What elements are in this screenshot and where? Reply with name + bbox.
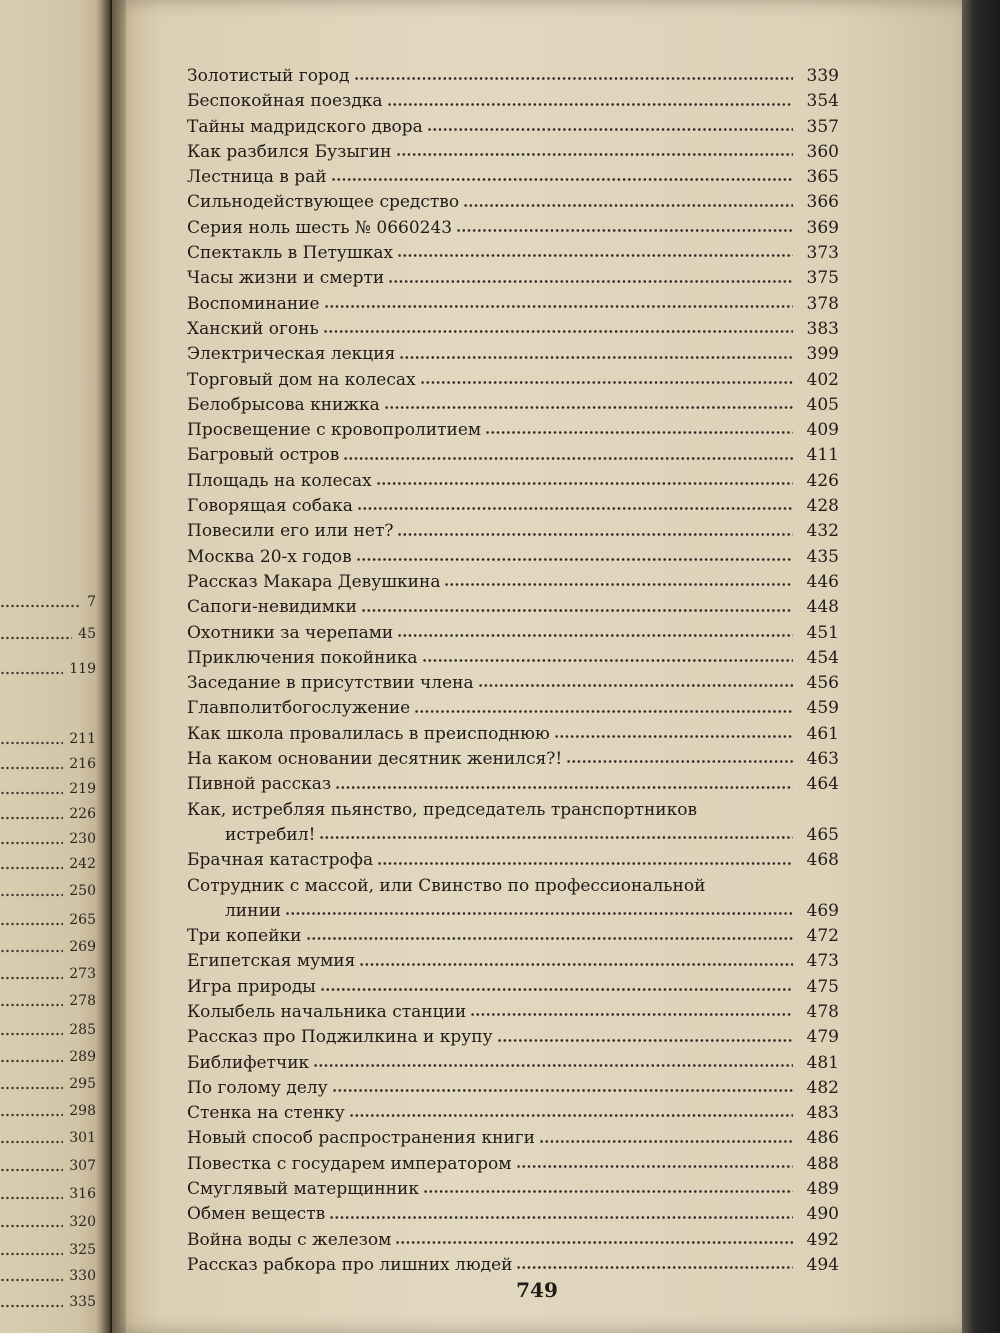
left-toc-row: 289: [0, 1043, 96, 1065]
toc-entry: Багровый остров 411: [187, 445, 839, 466]
toc-entry: Повесили его или нет? 432: [187, 521, 839, 542]
left-toc-row: 7: [0, 588, 96, 610]
toc-entry: Серия ноль шесть № 0660243 369: [187, 217, 839, 238]
toc-entry: Воспоминание 378: [187, 293, 839, 314]
left-toc-row: 230: [0, 825, 96, 847]
toc-entry: Рассказ Макара Девушкина 446: [187, 571, 839, 592]
toc-entry: Лестница в рай 365: [187, 167, 839, 188]
toc-entry-line: Как, истребляя пьянство, председатель транспортников: [187, 799, 698, 820]
toc-entry: истребил! 465: [225, 824, 839, 845]
left-toc-row: 269: [0, 933, 96, 955]
table-of-contents: [187, 64, 839, 1278]
left-toc-row: 250: [0, 877, 96, 899]
right-page: [112, 0, 962, 1333]
toc-entry: Колыбель начальника станции 478: [187, 1001, 839, 1022]
toc-entry: Белобрысова книжка 405: [187, 394, 839, 415]
left-toc-row: 330: [0, 1262, 96, 1284]
toc-entry: Повестка с государем императором 488: [187, 1153, 839, 1174]
toc-entry: Сапоги-невидимки 448: [187, 597, 839, 618]
toc-entry: Обмен веществ 490: [187, 1204, 839, 1225]
toc-entry: Торговый дом на колесах 402: [187, 369, 839, 390]
page-number: 749: [516, 1278, 558, 1302]
left-toc-row: 307: [0, 1152, 96, 1174]
toc-entry: Как школа провалилась в преисподнюю 461: [187, 723, 839, 744]
toc-entry: Часы жизни и смерти 375: [187, 268, 839, 289]
toc-entry: Стенка на стенку 483: [187, 1103, 839, 1124]
left-toc-row: 298: [0, 1097, 96, 1119]
left-toc-row: 316: [0, 1180, 96, 1202]
left-toc-row: 335: [0, 1288, 96, 1310]
left-toc-row: 45: [0, 620, 96, 642]
left-toc-row: 211: [0, 725, 96, 747]
toc-entry: Говорящая собака 428: [187, 496, 839, 517]
toc-entry: Как разбился Бузыгин 360: [187, 141, 839, 162]
toc-entry: линии 469: [225, 900, 839, 921]
left-toc-row: 265: [0, 906, 96, 928]
toc-entry: Заседание в присутствии члена 456: [187, 673, 839, 694]
toc-entry: На каком основании десятник женился?! 463: [187, 749, 839, 770]
left-toc-row: 320: [0, 1208, 96, 1230]
toc-entry: Смуглявый матерщинник 489: [187, 1179, 839, 1200]
toc-entry: Золотистый город 339: [187, 66, 839, 86]
background-edge: [960, 0, 1000, 1333]
left-page: [0, 0, 110, 1333]
book-gutter-shadow: [96, 0, 126, 1333]
toc-entry: Электрическая лекция 399: [187, 344, 839, 365]
left-toc-row: 242: [0, 850, 96, 872]
toc-entry: Рассказ рабкора про лишних людей 494: [187, 1254, 839, 1275]
toc-entry: Игра природы 475: [187, 976, 839, 997]
toc-entry: Рассказ про Поджилкина и крупу 479: [187, 1027, 839, 1048]
left-toc-row: 301: [0, 1124, 96, 1146]
toc-entry: Ханский огонь 383: [187, 318, 839, 339]
toc-entry: Сильнодействующее средство 366: [187, 192, 839, 213]
left-toc-row: 325: [0, 1236, 96, 1258]
left-toc-row: 285: [0, 1016, 96, 1038]
toc-entry: Главполитбогослужение 459: [187, 698, 839, 719]
toc-entry-line: Сотрудник с массой, или Свинство по профессиональной: [187, 875, 706, 896]
left-toc-row: 295: [0, 1070, 96, 1092]
toc-entry: Беспокойная поездка 354: [187, 91, 839, 112]
toc-entry: Площадь на колесах 426: [187, 470, 839, 491]
left-toc-row: 278: [0, 987, 96, 1009]
toc-entry: Египетская мумия 473: [187, 951, 839, 972]
toc-entry: Пивной рассказ 464: [187, 774, 839, 795]
toc-entry: Тайны мадридского двора 357: [187, 116, 839, 137]
toc-entry: Приключения покойника 454: [187, 647, 839, 668]
toc-entry: Три копейки 472: [187, 926, 839, 947]
left-toc-row: 226: [0, 800, 96, 822]
toc-entry: Москва 20-х годов 435: [187, 546, 839, 567]
left-toc-row: 119: [0, 655, 96, 677]
toc-entry: Война воды с железом 492: [187, 1229, 839, 1250]
toc-entry: Спектакль в Петушках 373: [187, 243, 839, 264]
toc-entry: Новый способ распространения книги 486: [187, 1128, 839, 1149]
left-toc-row: 219: [0, 775, 96, 797]
left-toc-row: 216: [0, 750, 96, 772]
left-toc-row: 273: [0, 960, 96, 982]
toc-entry: Брачная катастрофа 468: [187, 850, 839, 871]
toc-entry: Просвещение с кровопролитием 409: [187, 420, 839, 441]
toc-entry: Охотники за черепами 451: [187, 622, 839, 643]
toc-entry: По голому делу 482: [187, 1077, 839, 1098]
toc-entry: Библифетчик 481: [187, 1052, 839, 1073]
